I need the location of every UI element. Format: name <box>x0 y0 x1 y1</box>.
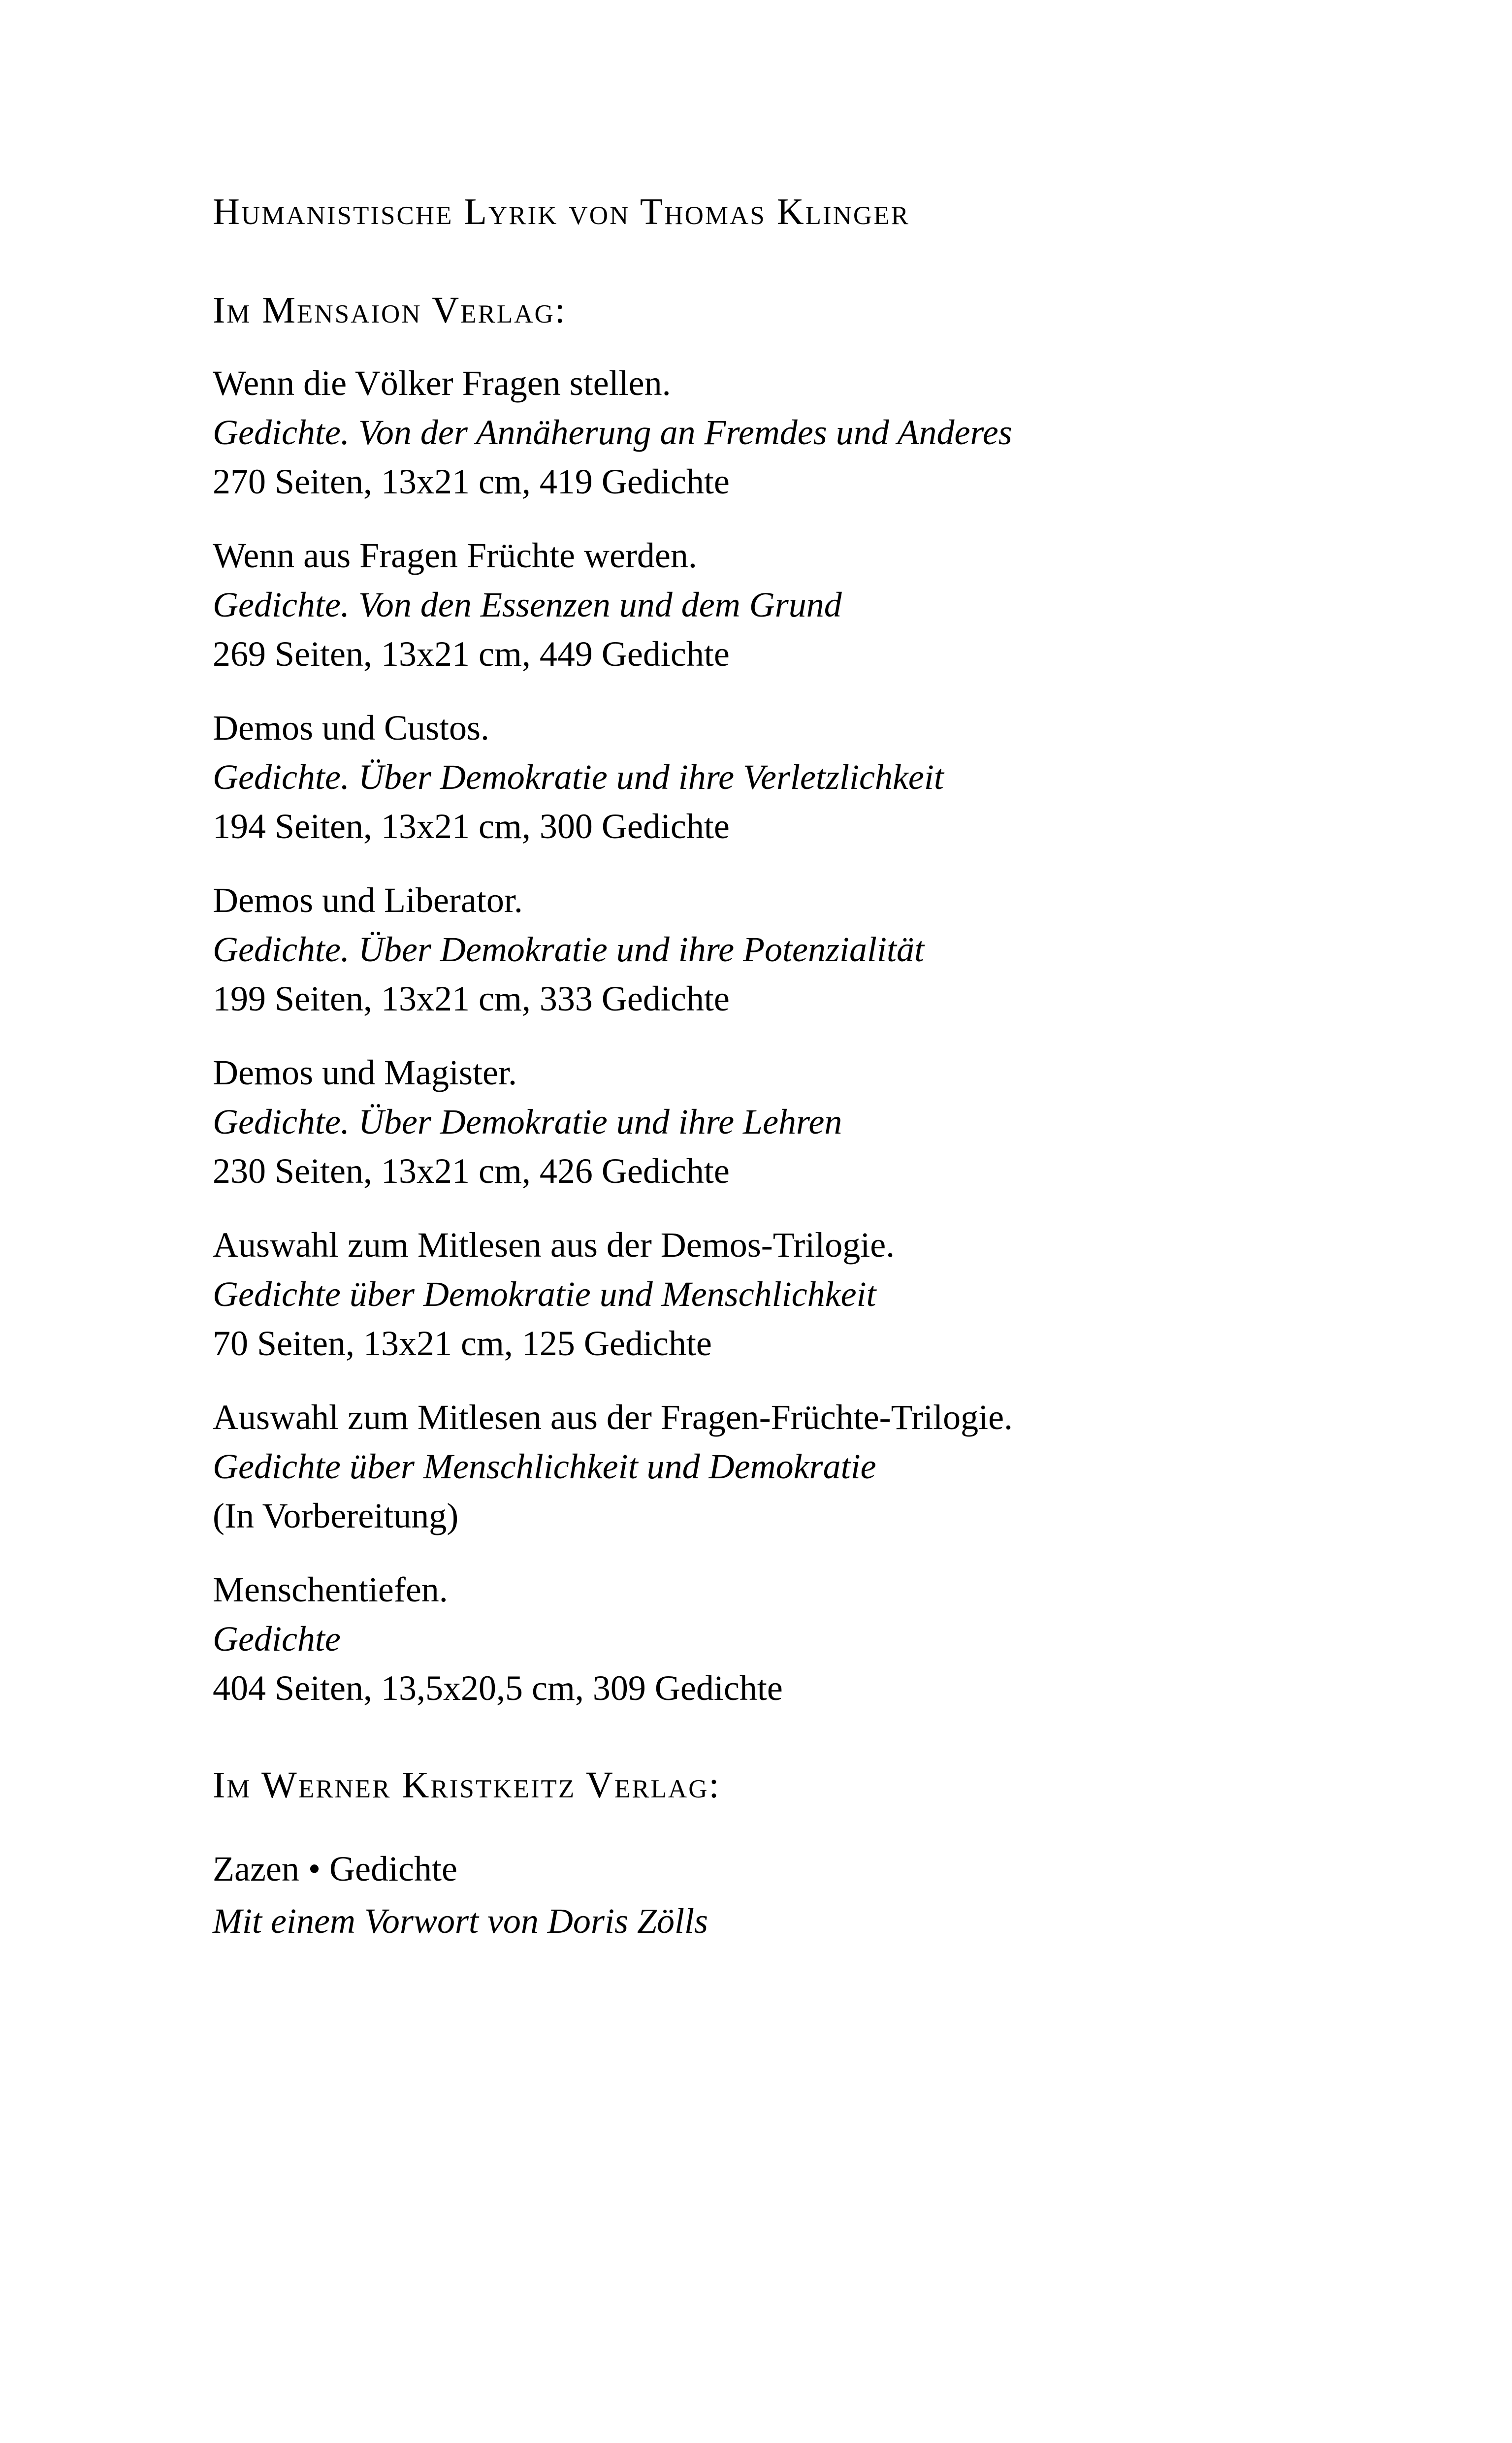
book-entry <box>213 1843 1394 1947</box>
book-title: Zazen • Gedichte <box>213 1849 457 1889</box>
book-details: 270 Seiten, 13x21 cm, 419 Gedichte <box>213 462 730 501</box>
book-subtitle: Gedichte über Demokratie und Menschlichkeit <box>213 1274 876 1314</box>
book-details: (In Vorbereitung) <box>213 1496 459 1535</box>
book-title: Auswahl zum Mitlesen aus der Fragen-Früchte-Trilogie. <box>213 1398 1013 1437</box>
book-details: 404 Seiten, 13,5x20,5 cm, 309 Gedichte <box>213 1668 783 1708</box>
section-kristkeitz <box>213 1760 1394 1947</box>
book-entry <box>213 1048 1394 1196</box>
book-details: 269 Seiten, 13x21 cm, 449 Gedichte <box>213 634 730 674</box>
book-details: 70 Seiten, 13x21 cm, 125 Gedichte <box>213 1324 712 1363</box>
book-details: 199 Seiten, 13x21 cm, 333 Gedichte <box>213 979 730 1018</box>
book-entry <box>213 703 1394 851</box>
book-subtitle: Gedichte über Menschlichkeit und Demokratie <box>213 1447 876 1486</box>
book-title: Wenn die Völker Fragen stellen. <box>213 363 671 403</box>
book-title: Auswahl zum Mitlesen aus der Demos-Trilogie. <box>213 1225 895 1265</box>
book-subtitle: Gedichte. Über Demokratie und ihre Lehren <box>213 1102 842 1141</box>
page-title: Humanistische Lyrik von Thomas Klinger <box>213 191 910 232</box>
section-heading: Im Mensaion Verlag: <box>213 290 567 331</box>
book-subtitle: Gedichte. Über Demokratie und ihre Verletzlichkeit <box>213 757 944 797</box>
book-entry <box>213 1220 1394 1368</box>
book-title: Demos und Liberator. <box>213 880 523 920</box>
book-entry <box>213 531 1394 679</box>
book-details: 230 Seiten, 13x21 cm, 426 Gedichte <box>213 1151 730 1191</box>
page-content <box>213 187 1394 1972</box>
book-entry <box>213 1565 1394 1713</box>
book-subtitle: Gedichte. Über Demokratie und ihre Potenzialität <box>213 930 925 969</box>
book-title: Wenn aus Fragen Früchte werden. <box>213 536 697 575</box>
section-mensaion <box>213 286 1394 1713</box>
book-subtitle: Gedichte. Von der Annäherung an Fremdes und Anderes <box>213 413 1012 452</box>
book-entry <box>213 876 1394 1023</box>
book-title: Demos und Custos. <box>213 708 490 748</box>
book-subtitle: Mit einem Vorwort von Doris Zölls <box>213 1901 708 1941</box>
book-title: Menschentiefen. <box>213 1570 448 1609</box>
book-details: 194 Seiten, 13x21 cm, 300 Gedichte <box>213 807 730 846</box>
book-title: Demos und Magister. <box>213 1053 517 1092</box>
book-entry <box>213 1393 1394 1540</box>
book-subtitle: Gedichte <box>213 1619 341 1659</box>
book-entry <box>213 358 1394 506</box>
book-subtitle: Gedichte. Von den Essenzen und dem Grund <box>213 585 842 624</box>
section-heading: Im Werner Kristkeitz Verlag: <box>213 1764 721 1806</box>
